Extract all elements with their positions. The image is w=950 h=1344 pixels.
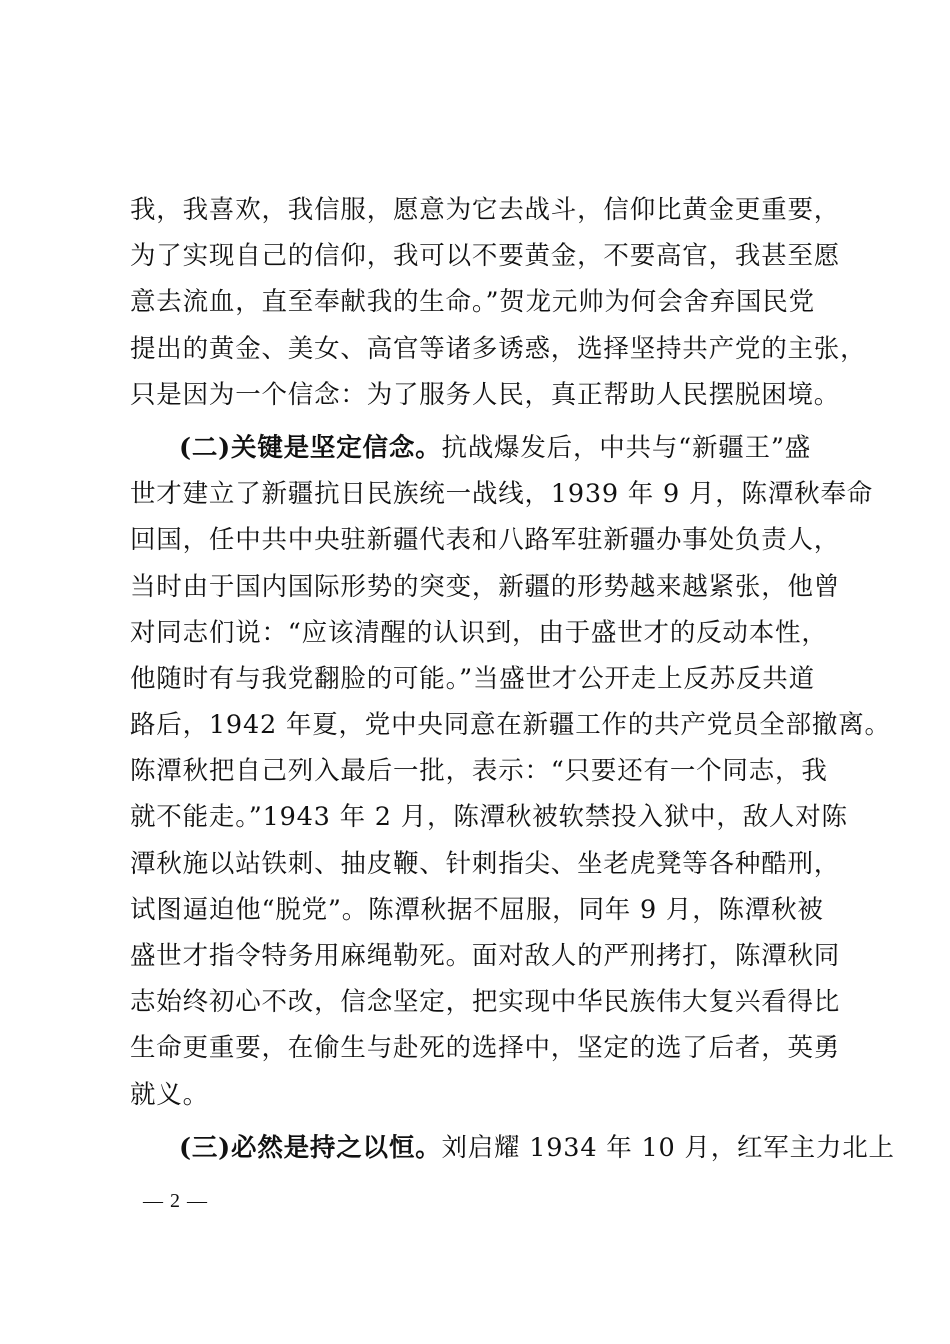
paragraph-first-line bbox=[130, 425, 848, 471]
text-line: 潭秋施以站铁刺、抽皮鞭、针刺指尖、坐老虎凳等各种酷刑， bbox=[130, 848, 841, 879]
text-line: 试图逼迫他“脱党”。陈潭秋据不屈服，同年 9 月，陈潭秋被 bbox=[130, 894, 824, 925]
text-run: 抗战爆发后，中共与“新疆王”盛 bbox=[441, 432, 812, 463]
text-line: 对同志们说：“应该清醒的认识到，由于盛世才的反动本性， bbox=[130, 617, 828, 648]
text-line: 意去流血，直至奉献我的生命。”贺龙元帅为何会舍弃国民党 bbox=[130, 287, 815, 318]
text-line: 只是因为一个信念：为了服务人民，真正帮助人民摆脱困境。 bbox=[130, 379, 841, 410]
section-heading: (三)必然是持之以恒。 bbox=[179, 1132, 442, 1163]
text-line: 提出的黄金、美女、高官等诸多诱惑，选择坚持共产党的主张， bbox=[130, 333, 867, 364]
text-line: 志始终初心不改，信念坚定，把实现中华民族伟大复兴看得比 bbox=[130, 987, 841, 1018]
text-line: 他随时有与我党翻脸的可能。”当盛世才公开走上反苏反共道 bbox=[130, 663, 815, 694]
text-line: 生命更重要，在偷生与赴死的选择中，坚定的选了后者，英勇 bbox=[130, 1033, 841, 1064]
page-number: — 2 — bbox=[143, 1190, 208, 1212]
section-heading: (二)关键是坚定信念。 bbox=[179, 432, 442, 463]
text-run: 刘启耀 1934 年 10 月，红军主力北上 bbox=[441, 1132, 895, 1163]
text-line: 路后，1942 年夏，党中央同意在新疆工作的共产党员全部撤离。 bbox=[130, 710, 891, 741]
text-line: 回国，任中共中央驻新疆代表和八路军驻新疆办事处负责人， bbox=[130, 525, 841, 556]
text-line: 当时由于国内国际形势的突变，新疆的形势越来越紧张，他曾 bbox=[130, 571, 841, 602]
text-line: 为了实现自己的信仰，我可以不要黄金，不要高官，我甚至愿 bbox=[130, 241, 841, 272]
body-text bbox=[130, 187, 895, 1171]
text-line: 陈潭秋把自己列入最后一批，表示：“只要还有一个同志，我 bbox=[130, 756, 828, 787]
text-line: 就义。 bbox=[130, 1079, 209, 1110]
text-line: 盛世才指令特务用麻绳勒死。面对敌人的严刑拷打，陈潭秋同 bbox=[130, 941, 841, 971]
paragraph-first-line bbox=[130, 1125, 895, 1171]
text-line: 就不能走。”1943 年 2 月，陈潭秋被软禁投入狱中，敌人对陈 bbox=[130, 802, 848, 833]
text-line: 我，我喜欢，我信服，愿意为它去战斗，信仰比黄金更重要， bbox=[130, 195, 841, 225]
text-line: 世才建立了新疆抗日民族统一战线，1939 年 9 月，陈潭秋奉命 bbox=[130, 479, 874, 510]
